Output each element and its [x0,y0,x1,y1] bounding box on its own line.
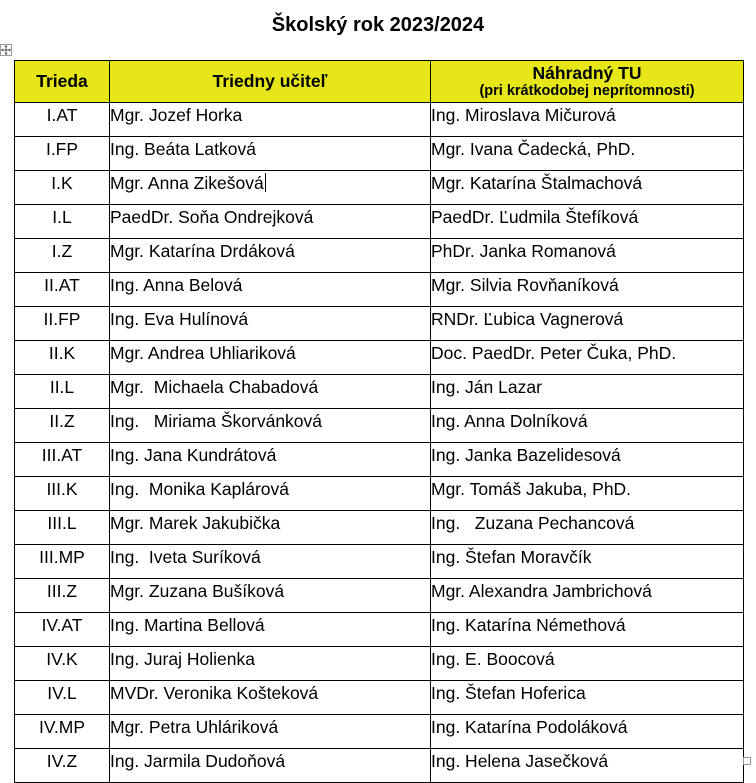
cell-class[interactable]: I.FP [15,137,110,171]
cell-class-teacher[interactable]: Ing. Jarmila Dudoňová [110,749,431,783]
header-class-teacher[interactable]: Triedny učiteľ [110,61,431,103]
cell-class[interactable]: III.AT [15,443,110,477]
table-row [15,307,744,341]
cell-class-teacher[interactable]: Ing. Iveta Suríková [110,545,431,579]
cell-substitute-teacher[interactable]: Mgr. Katarína Štalmachová [431,171,744,205]
cell-class-teacher[interactable]: Mgr. Petra Uhláriková [110,715,431,749]
cell-class[interactable]: I.L [15,205,110,239]
cell-class[interactable]: II.AT [15,273,110,307]
cell-class[interactable]: II.K [15,341,110,375]
table-row [15,341,744,375]
cell-substitute-teacher[interactable]: Ing. Miroslava Mičurová [431,103,744,137]
cell-substitute-teacher[interactable]: RNDr. Ľubica Vagnerová [431,307,744,341]
table-header-row [15,61,744,103]
table-row [15,511,744,545]
cell-class[interactable]: I.K [15,171,110,205]
class-teacher-table [14,60,744,783]
cell-class-teacher[interactable]: Mgr. Andrea Uhliariková [110,341,431,375]
cell-class[interactable]: III.MP [15,545,110,579]
cell-class-teacher[interactable]: Mgr. Anna Zikešová [110,171,431,205]
cell-class[interactable]: II.Z [15,409,110,443]
cell-class-teacher[interactable]: PaedDr. Soňa Ondrejková [110,205,431,239]
cell-substitute-teacher[interactable]: Ing. Štefan Hoferica [431,681,744,715]
text-cursor [265,173,266,192]
cell-substitute-teacher[interactable]: Ing. Janka Bazelidesová [431,443,744,477]
cell-substitute-teacher[interactable]: Mgr. Silvia Rovňaníková [431,273,744,307]
cell-substitute-teacher[interactable]: Doc. PaedDr. Peter Čuka, PhD. [431,341,744,375]
cell-class-teacher[interactable]: Ing. Monika Kaplárová [110,477,431,511]
cell-substitute-teacher[interactable]: Mgr. Tomáš Jakuba, PhD. [431,477,744,511]
table-row [15,749,744,783]
cell-substitute-teacher[interactable]: Ing. Ján Lazar [431,375,744,409]
cell-substitute-teacher[interactable]: PaedDr. Ľudmila Štefíková [431,205,744,239]
table-row [15,273,744,307]
cell-substitute-teacher[interactable]: Ing. Štefan Moravčík [431,545,744,579]
table-row [15,103,744,137]
cell-class-teacher[interactable]: Ing. Anna Belová [110,273,431,307]
header-substitute-note: (pri krátkodobej neprítomnosti) [479,83,695,99]
table-row [15,579,744,613]
cell-substitute-teacher[interactable]: Ing. Zuzana Pechancová [431,511,744,545]
cell-class-teacher[interactable]: Mgr. Jozef Horka [110,103,431,137]
cell-class-teacher[interactable]: Ing. Miriama Škorvánková [110,409,431,443]
cell-class-teacher[interactable]: Mgr. Michaela Chabadová [110,375,431,409]
cell-class-teacher[interactable]: Ing. Beáta Latková [110,137,431,171]
cell-class-teacher[interactable]: Ing. Eva Hulínová [110,307,431,341]
header-substitute-title: Náhradný TU [532,63,642,83]
cell-class-teacher[interactable]: MVDr. Veronika Košteková [110,681,431,715]
cell-substitute-teacher[interactable]: Mgr. Alexandra Jambrichová [431,579,744,613]
cell-class[interactable]: I.Z [15,239,110,273]
cell-substitute-teacher[interactable]: Ing. Helena Jasečková [431,749,744,783]
cell-class-teacher[interactable]: Mgr. Katarína Drdáková [110,239,431,273]
cell-substitute-teacher[interactable]: Ing. Katarína Némethová [431,613,744,647]
cell-substitute-teacher[interactable]: PhDr. Janka Romanová [431,239,744,273]
table-row [15,715,744,749]
header-substitute-teacher[interactable] [431,61,744,103]
cell-substitute-teacher[interactable]: Ing. Anna Dolníková [431,409,744,443]
cell-substitute-teacher[interactable]: Ing. Katarína Podoláková [431,715,744,749]
cell-class[interactable]: II.L [15,375,110,409]
table-row [15,647,744,681]
cell-class[interactable]: II.FP [15,307,110,341]
table-row [15,239,744,273]
cell-substitute-teacher[interactable]: Ing. E. Boocová [431,647,744,681]
table-row [15,171,744,205]
table-row [15,205,744,239]
cell-class-teacher[interactable]: Mgr. Zuzana Bušíková [110,579,431,613]
table-row [15,409,744,443]
cell-class-teacher[interactable]: Ing. Martina Bellová [110,613,431,647]
table-resize-handle-icon[interactable] [743,757,751,765]
cell-class[interactable]: III.L [15,511,110,545]
table-body [15,103,744,783]
cell-class[interactable]: IV.MP [15,715,110,749]
header-class[interactable]: Trieda [15,61,110,103]
table-row [15,545,744,579]
cell-class-teacher[interactable]: Ing. Juraj Holienka [110,647,431,681]
cell-substitute-teacher[interactable]: Mgr. Ivana Čadecká, PhD. [431,137,744,171]
cell-class[interactable]: III.Z [15,579,110,613]
table-row [15,681,744,715]
table-move-handle-icon[interactable] [0,44,12,56]
table-row [15,137,744,171]
cell-class[interactable]: III.K [15,477,110,511]
document-title: Školský rok 2023/2024 [271,14,485,36]
cell-class[interactable]: IV.K [15,647,110,681]
cell-class[interactable]: IV.AT [15,613,110,647]
cell-class[interactable]: IV.Z [15,749,110,783]
cell-class-teacher[interactable]: Ing. Jana Kundrátová [110,443,431,477]
table-row [15,477,744,511]
cell-class[interactable]: IV.L [15,681,110,715]
table-row [15,613,744,647]
cell-class-teacher[interactable]: Mgr. Marek Jakubička [110,511,431,545]
table-row [15,375,744,409]
table-row [15,443,744,477]
four-arrows-move-icon [1,45,11,55]
cell-class[interactable]: I.AT [15,103,110,137]
